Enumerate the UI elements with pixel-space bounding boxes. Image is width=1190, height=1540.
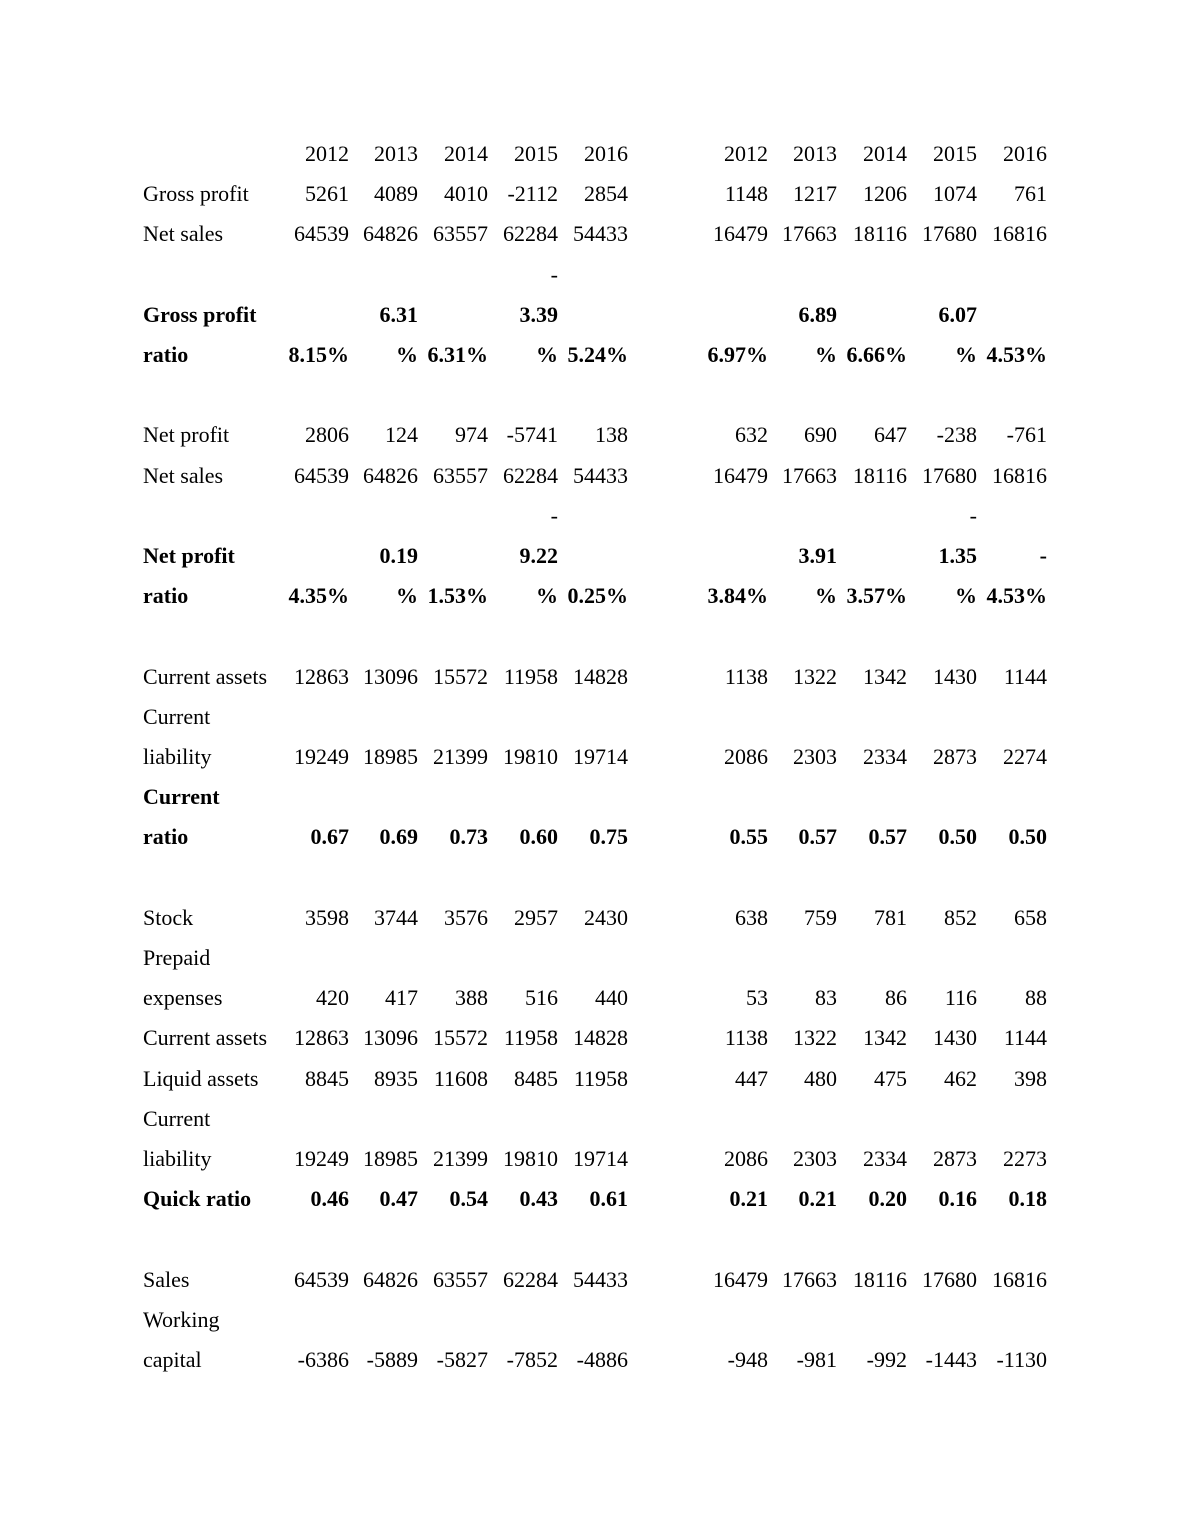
group-a-cell: 5261 — [305, 181, 349, 207]
group-a-cell: 2957 — [514, 904, 558, 930]
row-label: Net profit — [143, 543, 235, 568]
group-b-cell: 1.35 — [938, 543, 977, 568]
group-a-cell: 417 — [385, 985, 418, 1011]
group-a-cell: -2112 — [507, 181, 558, 207]
row-label: capital — [143, 1347, 202, 1372]
group-a-cell: 2012 — [305, 141, 349, 166]
group-b-cell: 638 — [735, 904, 768, 930]
group-a-cell: 0.67 — [310, 824, 349, 850]
group-b-cell: 2016 — [1003, 141, 1047, 166]
group-b-cell: 53 — [746, 985, 768, 1011]
table-row — [0, 335, 1190, 375]
group-b-cell: 4.53% — [986, 342, 1047, 367]
group-b-cell: 447 — [735, 1065, 768, 1091]
group-a-cell: 14828 — [573, 1025, 628, 1051]
group-b-cell: -1443 — [925, 1347, 977, 1372]
group-a-cell: 63557 — [433, 221, 488, 247]
group-b-cell: 2873 — [933, 1146, 977, 1171]
group-b-cell: 18116 — [852, 221, 907, 247]
group-b-cell: 2303 — [793, 744, 837, 769]
group-a-cell: 2430 — [584, 904, 628, 930]
row-label: liability — [143, 744, 212, 769]
group-a-cell: 6.31 — [379, 301, 418, 327]
group-a-cell: % — [536, 583, 558, 609]
table-row — [0, 496, 1190, 536]
group-b-cell: 1322 — [793, 663, 837, 689]
group-b-cell: 18116 — [852, 462, 907, 488]
group-a-cell: 420 — [316, 985, 349, 1011]
group-a-cell: 11608 — [433, 1065, 488, 1091]
group-a-cell: 54433 — [573, 221, 628, 247]
table-row — [0, 214, 1190, 254]
row-label: Current — [143, 784, 220, 810]
table-row — [0, 1179, 1190, 1219]
row-label: Stock — [143, 904, 194, 930]
group-b-cell: 0.57 — [868, 824, 907, 850]
group-a-cell: -4886 — [576, 1347, 628, 1372]
group-a-cell: 4.35% — [288, 583, 349, 609]
group-a-cell: -7852 — [506, 1347, 558, 1372]
table-row — [0, 536, 1190, 576]
group-a-cell: 5.24% — [567, 342, 628, 367]
row-label: ratio — [143, 342, 189, 367]
group-a-cell: 64539 — [294, 221, 349, 247]
table-row — [0, 456, 1190, 496]
row-label: Net sales — [143, 221, 224, 247]
group-a-cell: 63557 — [433, 1266, 488, 1292]
group-b-cell: 16816 — [992, 462, 1047, 488]
group-b-cell: 0.57 — [798, 824, 837, 850]
table-row — [0, 817, 1190, 857]
group-b-cell: 1430 — [933, 663, 977, 689]
group-b-cell: 1144 — [1003, 1025, 1047, 1051]
table-row — [0, 375, 1190, 415]
table-row — [0, 1099, 1190, 1139]
group-a-cell: -6386 — [297, 1347, 349, 1372]
group-a-cell: 4010 — [444, 181, 488, 207]
group-a-cell: 0.60 — [519, 824, 558, 850]
table-row — [0, 1340, 1190, 1380]
group-b-cell: 2273 — [1003, 1146, 1047, 1171]
table-row — [0, 1139, 1190, 1179]
group-b-cell: 690 — [804, 422, 837, 448]
row-label: Prepaid — [143, 945, 211, 970]
group-a-cell: 0.54 — [449, 1186, 488, 1212]
group-b-cell: 0.21 — [729, 1186, 768, 1212]
table-row — [0, 1219, 1190, 1259]
table-row — [0, 898, 1190, 938]
group-a-cell: - — [550, 261, 558, 287]
group-b-cell: 0.55 — [729, 824, 768, 850]
row-label: Current assets — [143, 663, 268, 689]
group-b-cell: 3.91 — [798, 543, 837, 568]
table-row — [0, 657, 1190, 697]
group-b-cell: 4.53% — [986, 583, 1047, 609]
group-a-cell: 15572 — [433, 663, 488, 689]
group-b-cell: 6.66% — [846, 342, 907, 367]
group-a-cell: 64539 — [294, 1266, 349, 1292]
table-row — [0, 938, 1190, 978]
table-row — [0, 737, 1190, 777]
group-a-cell: 6.31% — [427, 342, 488, 367]
group-a-cell: 516 — [525, 985, 558, 1011]
group-a-cell: 8.15% — [288, 342, 349, 367]
group-b-cell: 658 — [1014, 904, 1047, 930]
group-b-cell: 0.50 — [1008, 824, 1047, 850]
group-a-cell: 124 — [385, 422, 418, 448]
group-b-cell: 1138 — [724, 663, 768, 689]
group-a-cell: 2806 — [305, 422, 349, 448]
group-a-cell: 21399 — [433, 744, 488, 769]
group-a-cell: 19249 — [294, 744, 349, 769]
group-a-cell: 138 — [595, 422, 628, 448]
table-row — [0, 174, 1190, 214]
row-label: Gross profit — [143, 181, 249, 207]
row-label: Current — [143, 703, 211, 729]
group-b-cell: -981 — [796, 1347, 837, 1372]
group-b-cell: 1074 — [933, 181, 977, 207]
row-label: Gross profit — [143, 301, 257, 327]
group-b-cell: 6.97% — [707, 342, 768, 367]
group-a-cell: 13096 — [363, 1025, 418, 1051]
group-a-cell: 2013 — [374, 141, 418, 166]
group-b-cell: -1130 — [996, 1347, 1047, 1372]
group-a-cell: % — [396, 342, 418, 367]
group-a-cell: 14828 — [573, 663, 628, 689]
table-row — [0, 1260, 1190, 1300]
row-label: liability — [143, 1146, 212, 1171]
group-a-cell: 62284 — [503, 221, 558, 247]
group-a-cell: 3744 — [374, 904, 418, 930]
row-label: Sales — [143, 1266, 190, 1292]
group-a-cell: 0.47 — [379, 1186, 418, 1212]
group-a-cell: -5889 — [366, 1347, 418, 1372]
group-a-cell: 64539 — [294, 462, 349, 488]
group-b-cell: 1148 — [724, 181, 768, 207]
group-b-cell: 759 — [804, 904, 837, 930]
group-a-cell: 19714 — [573, 1146, 628, 1171]
group-b-cell: 2303 — [793, 1146, 837, 1171]
group-a-cell: 15572 — [433, 1025, 488, 1051]
group-b-cell: % — [955, 342, 977, 367]
group-b-cell: 475 — [874, 1065, 907, 1091]
group-b-cell: 2086 — [724, 1146, 768, 1171]
group-a-cell: 0.61 — [589, 1186, 628, 1212]
group-b-cell: 1342 — [863, 663, 907, 689]
group-b-cell: -992 — [866, 1347, 907, 1372]
group-b-cell: 2014 — [863, 141, 907, 166]
group-a-cell: 54433 — [573, 462, 628, 488]
group-b-cell: 17663 — [782, 221, 837, 247]
group-b-cell: 1206 — [863, 181, 907, 207]
group-b-cell: 781 — [874, 904, 907, 930]
table-row — [0, 616, 1190, 656]
group-b-cell: 462 — [944, 1065, 977, 1091]
group-a-cell: 13096 — [363, 663, 418, 689]
group-b-cell: 398 — [1014, 1065, 1047, 1091]
group-a-cell: 19810 — [503, 1146, 558, 1171]
group-a-cell: 0.46 — [310, 1186, 349, 1212]
group-b-cell: 1322 — [793, 1025, 837, 1051]
group-a-cell: 2016 — [584, 141, 628, 166]
group-b-cell: 2334 — [863, 1146, 907, 1171]
group-a-cell: - — [550, 502, 558, 528]
group-b-cell: 1217 — [793, 181, 837, 207]
group-a-cell: 1.53% — [427, 583, 488, 609]
table-row — [0, 576, 1190, 616]
table-row — [0, 978, 1190, 1018]
group-a-cell: 8935 — [374, 1065, 418, 1091]
group-a-cell: 11958 — [573, 1065, 628, 1091]
table-row — [0, 1018, 1190, 1058]
table-row — [0, 777, 1190, 817]
group-b-cell: 0.18 — [1008, 1186, 1047, 1212]
group-b-cell: 17663 — [782, 462, 837, 488]
group-b-cell: 16479 — [713, 462, 768, 488]
row-label: Net sales — [143, 462, 224, 488]
group-b-cell: 632 — [735, 422, 768, 448]
group-b-cell: 2086 — [724, 744, 768, 769]
row-label: Net profit — [143, 422, 230, 448]
group-b-cell: 852 — [944, 904, 977, 930]
group-b-cell: 17663 — [782, 1266, 837, 1292]
group-b-cell: 2274 — [1003, 744, 1047, 769]
group-a-cell: 8485 — [514, 1065, 558, 1091]
row-label: Current assets — [143, 1025, 268, 1051]
group-a-cell: 63557 — [433, 462, 488, 488]
group-a-cell: 2015 — [514, 141, 558, 166]
group-b-cell: 2873 — [933, 744, 977, 769]
row-label: Working — [143, 1306, 220, 1332]
group-b-cell: 0.16 — [938, 1186, 977, 1212]
group-b-cell: 17680 — [922, 462, 977, 488]
group-a-cell: 62284 — [503, 1266, 558, 1292]
group-b-cell: 480 — [804, 1065, 837, 1091]
group-a-cell: 62284 — [503, 462, 558, 488]
group-a-cell: 12863 — [294, 663, 349, 689]
group-b-cell: - — [1039, 543, 1047, 568]
row-label: expenses — [143, 985, 223, 1011]
group-a-cell: 19249 — [294, 1146, 349, 1171]
group-b-cell: -238 — [936, 422, 977, 448]
group-a-cell: -5827 — [436, 1347, 488, 1372]
group-a-cell: % — [396, 583, 418, 609]
group-b-cell: 3.84% — [707, 583, 768, 609]
group-a-cell: 440 — [595, 985, 628, 1011]
group-b-cell: % — [815, 342, 837, 367]
group-b-cell: - — [969, 502, 977, 528]
group-b-cell: 88 — [1025, 985, 1047, 1011]
row-label: Liquid assets — [143, 1065, 259, 1091]
group-b-cell: -948 — [727, 1347, 768, 1372]
group-a-cell: % — [536, 342, 558, 367]
group-a-cell: 0.75 — [589, 824, 628, 850]
group-a-cell: 18985 — [363, 744, 418, 769]
group-b-cell: 1342 — [863, 1025, 907, 1051]
table-row — [0, 858, 1190, 898]
group-b-cell: 116 — [944, 985, 977, 1011]
group-a-cell: 11958 — [503, 663, 558, 689]
group-b-cell: 6.07 — [938, 301, 977, 327]
group-a-cell: 0.73 — [449, 824, 488, 850]
group-a-cell: 388 — [455, 985, 488, 1011]
group-a-cell: 0.19 — [379, 543, 418, 568]
table-row — [0, 415, 1190, 455]
group-a-cell: 3.39 — [519, 301, 558, 327]
group-b-cell: 17680 — [922, 1266, 977, 1292]
group-b-cell: 2012 — [724, 141, 768, 166]
table-row — [0, 697, 1190, 737]
group-b-cell: -761 — [1006, 422, 1047, 448]
group-a-cell: 3576 — [444, 904, 488, 930]
group-a-cell: 64826 — [363, 462, 418, 488]
group-a-cell: 19810 — [503, 744, 558, 769]
table-row — [0, 295, 1190, 335]
group-a-cell: 12863 — [294, 1025, 349, 1051]
group-a-cell: 974 — [455, 422, 488, 448]
group-b-cell: 2334 — [863, 744, 907, 769]
group-a-cell: 0.25% — [567, 583, 628, 609]
group-a-cell: 2014 — [444, 141, 488, 166]
group-a-cell: 2854 — [584, 181, 628, 207]
group-b-cell: 16479 — [713, 1266, 768, 1292]
group-b-cell: 761 — [1014, 181, 1047, 207]
table-row — [0, 134, 1190, 174]
group-b-cell: 1144 — [1003, 663, 1047, 689]
group-b-cell: % — [815, 583, 837, 609]
group-b-cell: 1138 — [724, 1025, 768, 1051]
group-a-cell: 54433 — [573, 1266, 628, 1292]
group-b-cell: % — [955, 583, 977, 609]
group-b-cell: 2015 — [933, 141, 977, 166]
table-row — [0, 1300, 1190, 1340]
row-label: ratio — [143, 824, 189, 850]
group-b-cell: 6.89 — [798, 301, 837, 327]
group-a-cell: 18985 — [363, 1146, 418, 1171]
group-a-cell: 64826 — [363, 221, 418, 247]
group-a-cell: 0.43 — [519, 1186, 558, 1212]
group-b-cell: 647 — [874, 422, 907, 448]
group-b-cell: 86 — [885, 985, 907, 1011]
group-b-cell: 0.20 — [868, 1186, 907, 1212]
group-b-cell: 0.50 — [938, 824, 977, 850]
group-b-cell: 16816 — [992, 1266, 1047, 1292]
group-b-cell: 16479 — [713, 221, 768, 247]
group-a-cell: 4089 — [374, 181, 418, 207]
table-row — [0, 1059, 1190, 1099]
group-a-cell: 8845 — [305, 1065, 349, 1091]
group-a-cell: -5741 — [506, 422, 558, 448]
group-b-cell: 0.21 — [798, 1186, 837, 1212]
group-b-cell: 1430 — [933, 1025, 977, 1051]
group-a-cell: 64826 — [363, 1266, 418, 1292]
group-b-cell: 2013 — [793, 141, 837, 166]
group-a-cell: 19714 — [573, 744, 628, 769]
row-label: Quick ratio — [143, 1186, 252, 1212]
group-a-cell: 0.69 — [379, 824, 418, 850]
row-label: ratio — [143, 583, 189, 609]
group-a-cell: 11958 — [503, 1025, 558, 1051]
group-b-cell: 17680 — [922, 221, 977, 247]
group-a-cell: 9.22 — [519, 543, 558, 568]
group-b-cell: 18116 — [852, 1266, 907, 1292]
row-label: Current — [143, 1105, 211, 1131]
group-a-cell: 21399 — [433, 1146, 488, 1171]
group-a-cell: 3598 — [305, 904, 349, 930]
table-row — [0, 255, 1190, 295]
group-b-cell: 3.57% — [846, 583, 907, 609]
group-b-cell: 16816 — [992, 221, 1047, 247]
group-b-cell: 83 — [815, 985, 837, 1011]
